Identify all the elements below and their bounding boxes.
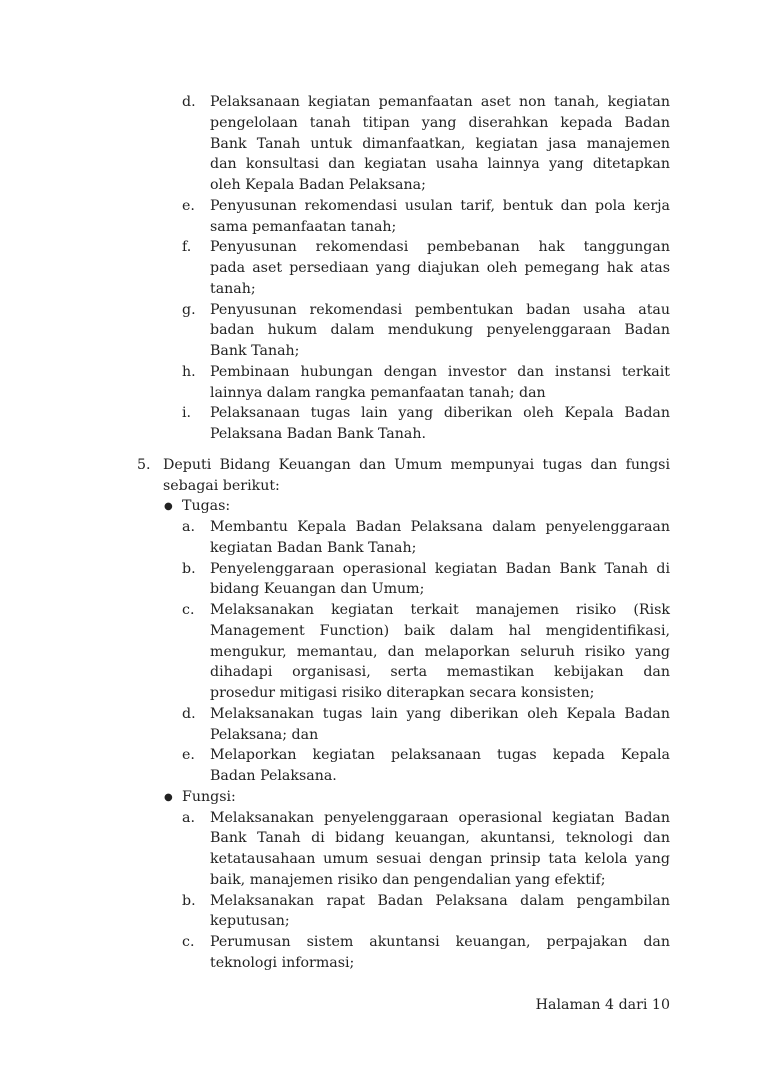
tugas-item-marker: a. [182,519,195,535]
fungsi-item-text-line: Perumusan sistem akuntansi keuangan, perpajakan dan [210,934,670,950]
fungsi-item-text-line: ketatausahaan umum sesuai dengan prinsip tata kelola yang [210,851,670,867]
tugas-item-text-line: dihadapi organisasi, serta memastikan kebijakan dan [210,664,670,681]
list-item-marker: i. [182,405,192,422]
tugas-item-text-line: prosedur mitigasi risiko diterapkan secara konsisten; [210,685,595,701]
fungsi-item-text-line: baik, manajemen risiko dan pengendalian yang efektif; [210,871,606,888]
numbered-item-marker: 5. [137,456,151,473]
list-item-marker: h. [182,363,196,380]
tugas-item-text-line: Membantu Kepala Badan Pelaksana dalam penyelenggaraan [210,519,670,535]
fungsi-item-text-line: keputusan; [210,913,290,930]
list-item-text-line: badan hukum dalam mendukung penyelenggaraan Badan [210,322,670,339]
list-item-text-line: lainnya dalam rangka pemanfaatan tanah; dan [210,384,546,401]
page-number-footer: Halaman 4 dari 10 [535,997,670,1013]
tugas-item-text-line: Pelaksana; dan [210,726,319,743]
tugas-item-marker: c. [182,602,195,618]
tugas-item-text-line: Management Function) baik dalam hal mengidentifikasi, [210,622,670,639]
list-item-text-line: Bank Tanah; [210,343,300,359]
list-item-marker: g. [182,301,196,318]
tugas-item-text-line: Penyelenggaraan operasional kegiatan Badan Bank Tanah di [210,560,670,577]
list-item-text-line: Pelaksanaan kegiatan pemanfaatan aset non tanah, kegiatan [210,94,670,110]
list-item-marker: e. [182,197,195,214]
tugas-item-text-line: mengukur, memantau, dan melaporkan seluruh risiko yang [210,643,670,660]
tugas-item-marker: e. [182,747,195,764]
fungsi-item-text-line: Melaksanakan penyelenggaraan operasional kegiatan Badan [210,809,670,826]
tugas-item-text-line: Melaksanakan kegiatan terkait manajemen risiko (Risk [210,602,670,618]
tugas-item-marker: b. [182,560,196,577]
tugas-item-text-line: kegiatan Badan Bank Tanah; [210,539,417,556]
list-item-marker: d. [182,94,196,110]
bullet-icon: ● [164,501,173,513]
list-item-text-line: Pelaksana Badan Bank Tanah. [210,426,427,442]
tugas-item-text-line: Badan Pelaksana. [210,768,337,784]
fungsi-item-text-line: Melaksanakan rapat Badan Pelaksana dalam pengambilan [210,892,670,909]
list-item-text-line: Bank Tanah untuk dimanfaatkan, kegiatan jasa manajemen [210,135,670,152]
numbered-item-text-line: Deputi Bidang Keuangan dan Umum mempunyai tugas dan fungsi [163,456,670,473]
list-item-text-line: tanah; [210,280,256,297]
list-item-text-line: sama pemanfaatan tanah; [210,218,397,235]
list-item-text-line: Pelaksanaan tugas lain yang diberikan oleh Kepala Badan [210,405,670,422]
tugas-item-marker: d. [182,705,196,722]
list-item-text-line: Penyusunan rekomendasi pembebanan hak tanggungan [210,239,670,256]
fungsi-item-marker: c. [182,934,195,950]
numbered-item-text-line: sebagai berikut: [163,477,280,494]
list-item-text-line: oleh Kepala Badan Pelaksana; [210,177,426,193]
section-label-tugas: Tugas: [182,498,231,515]
list-item-text-line: dan konsultasi dan kegiatan usaha lainnya yang ditetapkan [210,156,670,173]
fungsi-item-marker: b. [182,892,196,909]
tugas-item-text-line: bidang Keuangan dan Umum; [210,581,425,598]
list-item-text-line: Penyusunan rekomendasi usulan tarif, bentuk dan pola kerja [210,197,670,214]
list-item-text-line: pengelolaan tanah titipan yang diserahkan kepada Badan [210,114,670,131]
section-label-fungsi: Fungsi: [182,788,236,805]
fungsi-item-text-line: Bank Tanah di bidang keuangan, akuntansi, teknologi dan [210,830,670,847]
fungsi-item-text-line: teknologi informasi; [210,954,355,971]
fungsi-item-marker: a. [182,809,195,826]
bullet-icon: ● [164,791,173,803]
list-item-text-line: Pembinaan hubungan dengan investor dan instansi terkait [210,363,670,380]
tugas-item-text-line: Melaksanakan tugas lain yang diberikan oleh Kepala Badan [210,705,670,722]
tugas-item-text-line: Melaporkan kegiatan pelaksanaan tugas kepada Kepala [210,747,670,764]
list-item-text-line: pada aset persediaan yang diajukan oleh pemegang hak atas [210,260,670,276]
list-item-text-line: Penyusunan rekomendasi pembentukan badan usaha atau [210,301,670,318]
list-item-marker: f. [182,239,192,256]
